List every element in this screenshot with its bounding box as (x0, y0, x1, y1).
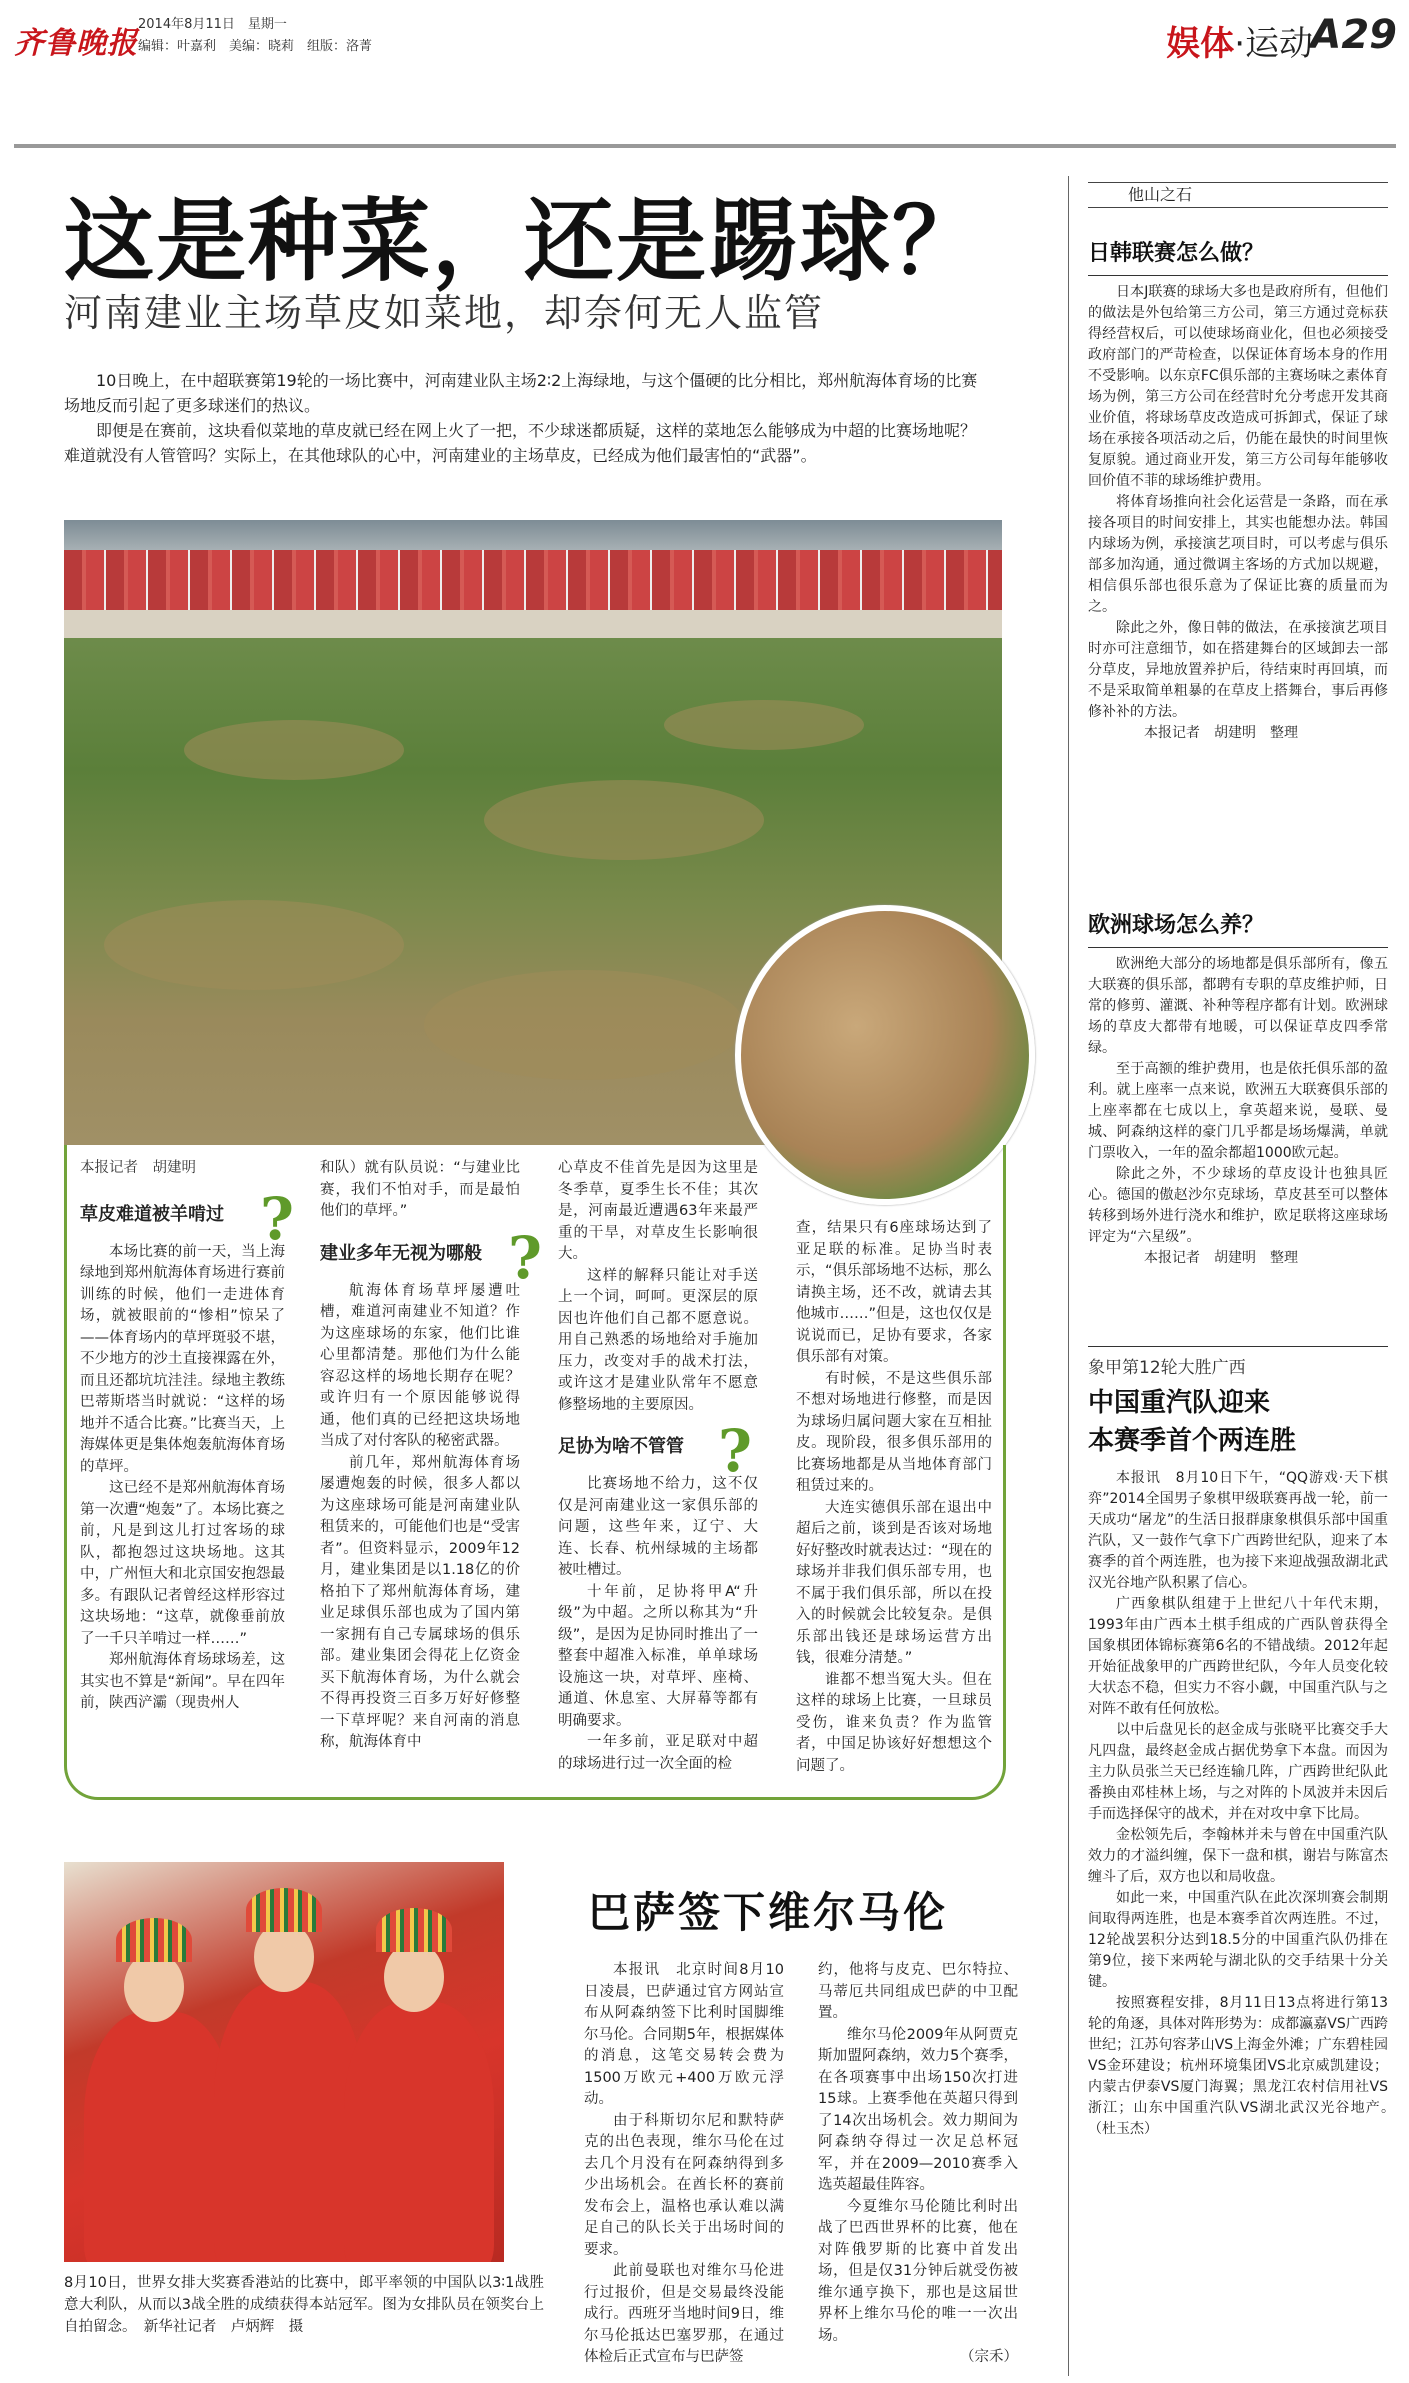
barca-p: 维尔马伦2009年从阿贾克斯加盟阿森纳，效力5个赛季，在各项赛事中出场150次打进15球。上赛季他在英超只得到了14次出场机会。效力期间为阿森纳夺得过一次足总杯冠军，并在2009—2010赛季入选英超最佳阵容。 (818, 2026, 1018, 2193)
stadium-wall (64, 610, 1002, 638)
barca-headline: 巴萨签下维尔马伦 (588, 1888, 949, 1937)
sidebar-body-3 (1088, 1468, 1402, 2140)
subhead-1: 草皮难道被羊啃过 (80, 1203, 224, 1225)
bare-patch (484, 780, 764, 860)
sidebar-heading-3: 中国重汽队迎来 本赛季首个两连胜 (1088, 1388, 1297, 1456)
barca-p: 由于科斯切尔尼和默特萨克的出色表现，维尔马伦在过去几个月没有在阿森纳得到多少出场机会。在酋长杯的赛前发布会上，温格也承认难以满足自己的队长关于出场时间的要求。 (584, 2112, 784, 2258)
question-mark-icon: ? (508, 1223, 542, 1292)
newspaper-logo: 齐鲁晚报 (14, 26, 138, 61)
player-face (254, 1922, 314, 1992)
barca-p: 约，他将与皮克、巴尔特拉、马蒂厄共同组成巴萨的中卫配置。 (818, 1962, 1018, 2021)
column-divider (1068, 176, 1069, 2376)
article-col-1 (80, 1158, 294, 1715)
sidebar-p: 欧洲绝大部分的场地都是俱乐部所有，像五大联赛的俱乐部，都聘有专职的草皮维护师，日常的修剪、灌溉、补种等程序都有计划。欧洲球场的草皮大都带有地暖，可以保证草皮四季常绿。 (1088, 956, 1388, 1056)
sidebar-p: 按照赛程安排，8月11日13点将进行第13轮的角逐，具体对阵形势为：成都瀛嘉VS广西跨世纪；江苏句容茅山VS上海金外滩；广东碧桂园VS金环建设；杭州环境集团VS北京威凯建设；内蒙古伊泰VS厦门海翼；黑龙江农村信用社VS浙江；山东中国重汽队VS湖北武汉光谷地产。 （杜玉杰） (1088, 1995, 1402, 2137)
article-col-2 (320, 1158, 542, 1754)
lead-paragraphs (64, 368, 984, 468)
barca-p: 今夏维尔马伦随比利时出战了巴西世界杯的比赛，他在对阵俄罗斯的比赛中首发出场，但是仅31分钟后就受伤被维尔通亨换下，那也是这届世界杯上维尔马伦的唯一一次出场。 (818, 2198, 1018, 2344)
player-face (384, 1942, 444, 2012)
subhead-3: 足协为啥不管管 (558, 1436, 684, 1457)
question-mark-icon: ? (718, 1417, 752, 1485)
sidebar-section-3 (1088, 1346, 1402, 2140)
ethnic-hat (116, 1918, 192, 1962)
col1-p1: 本场比赛的前一天，当上海绿地到郑州航海体育场进行赛前训练的时候，他们一走进体育场，就被眼前的“惨相”惊呆了——体育场内的草坪斑驳不堪，不少地方的沙土直接裸露在外，而且还都坑坑洼洼。绿地主教练巴蒂斯塔当时就说：“这样的场地并不适合比赛。”比赛当天，上海媒体更是集体炮轰航海体育场的草坪。 (80, 1243, 285, 1475)
main-subhead: 河南建业主场草皮如菜地，却奈何无人监管 (64, 291, 825, 335)
player-figure (344, 2002, 494, 2262)
photo-caption: 8月10日，世界女排大奖赛香港站的比赛中，郎平率领的中国队以3∶1战胜意大利队，从而以3战全胜的成绩获得本站冠军。图为女排队员在领奖台上自拍留念。 新华社记者 卢炳辉 摄 (64, 2275, 544, 2335)
sidebar-credit-1: 本报记者 胡建明 整理 (1144, 725, 1298, 741)
section-name: 娱体 (1166, 24, 1235, 64)
sidebar-p: 金松领先后，李翰林并未与曾在中国重汽队效力的才溢纠缠，保下一盘和棋，谢岩与陈富杰缠斗了后，双方也以和局收盘。 (1088, 1827, 1388, 1885)
masthead-meta (138, 14, 372, 58)
issue-date: 2014年8月11日 星期一 (138, 17, 287, 32)
col4-p4: 谁都不想当冤大头。但在这样的球场上比赛，一旦球员受伤，谁来负责？作为监管者，中国足协该好好想想这个问题了。 (796, 1671, 992, 1774)
article-col-3 (558, 1158, 758, 1775)
barca-p: 此前曼联也对维尔马伦进行过报价，但是交易最终没能成行。西班牙当地时间9日，维尔马伦抵达巴塞罗那，在通过体检后正式宣布与巴萨签 (584, 2263, 784, 2365)
col1-p2: 这已经不是郑州航海体育场第一次遭“炮轰”了。本场比赛之前，凡是到这儿打过客场的球队，都抱怨过这块场地。这其中，广州恒大和北京国安抱怨最多。有跟队记者曾经这样形容过这块场地：“这草，就像垂前放了一千只羊啃过一样……” (80, 1480, 285, 1647)
barca-col-1 (584, 1960, 784, 2369)
player-face (124, 1952, 184, 2022)
sidebar-p: 日本J联赛的球场大多也是政府所有，但他们的做法是外包给第三方公司，第三方通过竞标获得经营权后，可以使球场商业化，但也必须接受政府部门的严苛检查，以保证体育场本身的作用不受影响。以东京FC俱乐部的主赛场味之素体育场为例，第三方公司在经营时允分考虑开发其商业价值，将球场草皮改造成可拆卸式，保证了球场在承接各项活动之后，仍能在最快的时间里恢复原貌。通过商业开发，第三方公司每年能够收回价值不菲的球场维护费用。 (1088, 284, 1388, 489)
top-rule (14, 144, 1396, 148)
barca-p: 本报讯 北京时间8月10日凌晨，巴萨通过官方网站宣布从阿森纳签下比利时国脚维尔马伦。合同期5年，根据媒体的消息，这笔交易转会费为1500万欧元+400万欧元浮动。 (584, 1962, 784, 2107)
col4-p2: 有时候，不是这些俱乐部不想对场地进行修整，而是因为球场归属问题大家在互相扯皮。现阶段，很多俱乐部用的比赛场地都是从当地体育部门租赁过来的。 (796, 1370, 992, 1494)
ethnic-hat (246, 1888, 322, 1932)
sidebar-rule (1088, 275, 1388, 276)
sidebar-credit-2: 本报记者 胡建明 整理 (1144, 1250, 1298, 1266)
barca-credit: （宗禾） (960, 2349, 1018, 2365)
bare-patch (424, 970, 744, 1080)
sidebar-section-2 (1088, 908, 1388, 1269)
col3-p4: 十年前，足协将甲A“升级”为中超。之所以称其为“升级”，是因为足协同时推出了一整套中超准入标准，单单球场设施这一块，对草坪、座椅、通道、休息室、大屏幕等都有明确要求。 (558, 1583, 758, 1729)
col2-p1: 和队）就有队员说：“与建业比赛，我们不怕对手，而是最怕他们的草坪。” (320, 1160, 520, 1219)
col1-p3: 郑州航海体育场球场差，这其实也不算是“新闻”。早在四年前，陕西浐灞（现贵州人 (80, 1652, 285, 1711)
sidebar-p: 除此之外，像日韩的做法，在承接演艺项目时亦可注意细节，如在搭建舞台的区域卸去一部分草皮，异地放置养护后，待结束时再回填，而不是采取简单粗暴的在草皮上搭舞台，事后再修修补补的方法。 (1088, 620, 1388, 720)
sidebar-p: 广西象棋队组建于上世纪八十年代末期，1993年由广西本土棋手组成的广西队曾获得全国象棋团体锦标赛第6名的不错战绩。2012年起开始征战象甲的广西跨世纪队，今年人员变化较大状态不稳，但实力不容小觑，中国重汽队与之对阵不敢有任何放松。 (1088, 1596, 1388, 1717)
sidebar-tag: 他山之石 (1088, 182, 1388, 208)
byline: 本报记者 胡建明 (80, 1160, 196, 1176)
main-headline: 这是种菜，还是踢球？ (64, 188, 984, 294)
col2-p2: 航海体育场草坪屡遭吐槽，难道河南建业不知道？作为这座球场的东家，他们比谁心里都清楚。那他们为什么能容忍这样的场地长期存在呢？或许归有一个原因能够说得通，他们真的已经把这块场地当成了对付客队的秘密武器。 (320, 1282, 520, 1449)
sidebar-rule (1088, 947, 1388, 948)
sidebar-p: 将体育场推向社会化运营是一条路，而在承接各项目的时间安排上，其实也能想办法。韩国内球场为例，承接演艺项目时，可以考虑与俱乐部多加沟通，通过微调主客场的方式加以规避，相信俱乐部也很乐意为了保证比赛的质量而为之。 (1088, 494, 1388, 615)
player-figure (84, 2012, 234, 2262)
sidebar-heading-1: 日韩联赛怎么做？ (1088, 241, 1265, 266)
sidebar-rule (1088, 1346, 1388, 1347)
sidebar-p: 至于高额的维护费用，也是依托俱乐部的盈利。就上座率一点来说，欧洲五大联赛俱乐部的上座率都在七成以上，拿英超来说，曼联、曼城、阿森纳这样的豪门几乎都是场场爆满，单就门票收入，一年的盈余都超1000欧元起。 (1088, 1061, 1388, 1161)
col2-p3: 前几年，郑州航海体育场屡遭炮轰的时候，很多人都以为这座球场可能是河南建业队租赁来的，可能他们也是“受害者”。但资料显示，2009年12月，建业集团是以1.18亿的价格拍下了郑州航海体育场，建业足球俱乐部也成为了国内第一家拥有自己专属球场的俱乐部。建业集团会得花上亿资金买下航海体育场，为什么就会不得再投资三百多万好好修整一下草坪呢？来自河南的消息称，航海体育中 (320, 1454, 520, 1750)
question-mark-icon: ? (260, 1184, 294, 1253)
page-number: A29 (1310, 12, 1397, 58)
article-col-4 (796, 1218, 992, 1777)
sidebar-section-1 (1088, 236, 1388, 744)
sidebar-p: 如此一来，中国重汽队在此次深圳赛会制期间取得两连胜，也是本赛季首次两连胜。不过，12轮战罢积分达到18.5分的中国重汽队仍排在第9位，接下来两轮与湖北队的交手结果十分关键。 (1088, 1890, 1388, 1990)
barca-col-2 (818, 1960, 1018, 2369)
sidebar-body-1 (1088, 282, 1388, 744)
editor-credits: 编辑：叶嘉利 美编：晓莉 组版：洛菁 (138, 39, 373, 54)
stadium-stands (64, 550, 1002, 610)
bare-patch (184, 720, 404, 780)
sidebar-heading-2: 欧洲球场怎么养？ (1088, 913, 1265, 938)
sidebar-p: 本报讯 8月10日下午，“QQ游戏·天下棋弈”2014全国男子象棋甲级联赛再战一轮，前一天成功“屠龙”的生活日报群康象棋俱乐部中国重汽队，又一鼓作气拿下广西跨世纪队，迎来了本赛季的首个两连胜，也为接下来迎战强敌湖北武汉光谷地产队积累了信心。 (1088, 1470, 1388, 1591)
subhead-2: 建业多年无视为哪般 (320, 1242, 482, 1264)
sidebar-body-2 (1088, 954, 1388, 1269)
sidebar-p: 以中后盘见长的赵金成与张晓平比赛交手大凡四盘，最终赵金成占据优势拿下本盘。而因为主力队员张兰天已经连输几阵，广西跨世纪队此番换由邓桂林上场，与之对阵的卜凤波并未因后手而选择保守的战术，并在对攻中拿下比局。 (1088, 1722, 1388, 1822)
col3-p2: 这样的解释只能让对手送上一个词，呵呵。更深层的原因也许他们自己都不愿意说。用自己熟悉的场地给对手施加压力，改变对手的战术打法，或许这才是建业队常年不愿意修整场地的主要原因。 (558, 1267, 758, 1413)
lead-p2: 即便是在赛前，这块看似菜地的草皮就已经在网上火了一把，不少球迷都质疑，这样的菜地怎么能够成为中超的比赛场地呢？难道就没有人管管吗？实际上，在其他球队的心中，河南建业的主场草皮，已经成为他们最害怕的“武器”。 (64, 421, 977, 465)
lead-p1: 10日晚上，在中超联赛第19轮的一场比赛中，河南建业队主场2∶2上海绿地，与这个僵硬的比分相比，郑州航海体育场的比赛场地反而引起了更多球迷们的热议。 (64, 371, 978, 415)
sidebar-kicker: 象甲第12轮大胜广西 (1088, 1358, 1246, 1378)
bare-patch (104, 900, 404, 990)
col3-p3: 比赛场地不给力，这不仅仅是河南建业这一家俱乐部的问题，这些年来，辽宁、大连、长春、杭州绿城的主场都被吐槽过。 (558, 1476, 758, 1578)
ethnic-hat (376, 1908, 452, 1952)
col3-p1: 心草皮不佳首先是因为这里是冬季草，夏季生长不佳；其次是，河南最近遭遇63年来最严重的干旱，对草皮生长影响很大。 (558, 1160, 758, 1262)
player-figure (214, 1982, 364, 2262)
section-sub: ·运动 (1234, 24, 1313, 64)
sidebar-p: 除此之外，不少球场的草皮设计也独具匠心。德国的傲赵沙尔克球场，草皮甚至可以整体转移到场外进行浇水和维护，欧足联将这座球场评定为“六星级”。 (1088, 1166, 1388, 1245)
stadium-roof (64, 520, 1002, 550)
volleyball-team-photo (64, 1862, 504, 2262)
col3-p5: 一年多前，亚足联对中超的球场进行过一次全面的检 (558, 1734, 758, 1772)
section-title (1166, 16, 1313, 65)
col4-p1: 查，结果只有6座球场达到了亚足联的标准。足协当时表示，“俱乐部场地不达标，那么请换主场，还不改，就请去其他城市……”但是，这也仅仅是说说而已，足协有要求，各家俱乐部有对策。 (796, 1220, 993, 1365)
bare-patch (664, 700, 864, 750)
col4-p3: 大连实德俱乐部在退出中超后之前，谈到是否该对场地好好整改时就表达过：“现在的球场并非我们俱乐部专用，也不属于我们俱乐部，所以在投入的时候就会比较复杂。是俱乐部出钱还是球场运营方出钱，很难分清楚。” (796, 1499, 993, 1666)
